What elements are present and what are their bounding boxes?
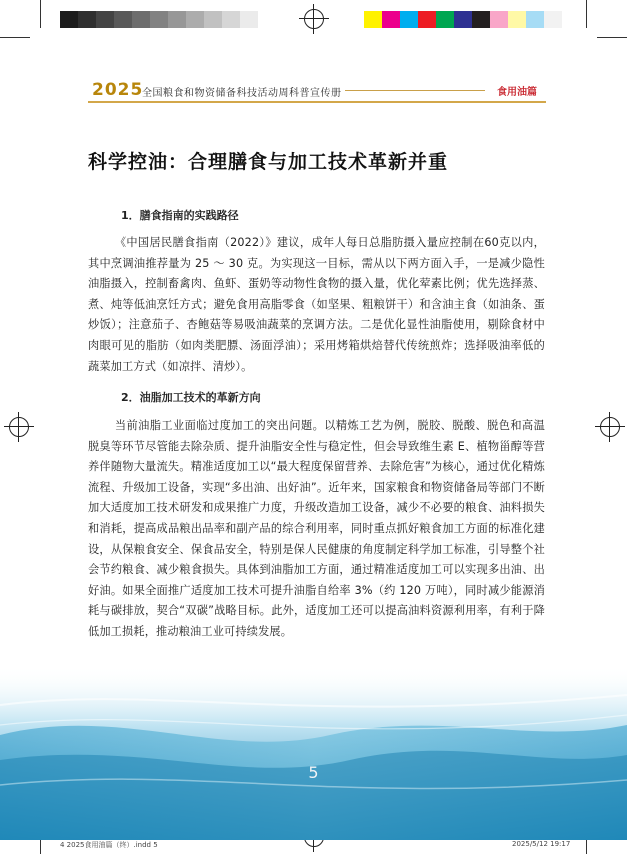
color-swatch xyxy=(168,11,186,28)
color-swatch xyxy=(96,11,114,28)
color-swatch xyxy=(400,11,418,28)
color-swatch xyxy=(60,11,78,28)
color-swatch xyxy=(544,11,562,28)
color-swatch xyxy=(526,11,544,28)
color-swatch xyxy=(78,11,96,28)
color-swatch xyxy=(114,11,132,28)
color-swatch xyxy=(490,11,508,28)
color-swatch xyxy=(132,11,150,28)
section-paragraph-1: 《中国居民膳食指南（2022）》建议，成年人每日总脂肪摄入量应控制在60克以内，其中烹调油推荐量为 25 ～ 30 克。为实现这一目标，需从以下两方面入手，一是减少隐性油脂摄入，控制畜禽肉、鱼虾、蛋奶等动物性食物的摄入量，优化荤素比例；优先选择蒸、煮、炖等低油烹饪方式；避免食用高脂零食（如坚果、粗粮饼干）和含油主食（如油条、蛋炒饭）；注意茄子、杏鲍菇等易吸油蔬菜的烹调方法。二是优化显性油脂使用，剔除食材中肉眼可见的脂肪（如肉类肥膘、汤面浮油）；采用烤箱烘焙替代传统煎炸；选择吸油率低的蔬菜加工方式（如凉拌、清炒）。 xyxy=(88,236,545,373)
color-swatch xyxy=(186,11,204,28)
article-title: 科学控油：合理膳食与加工技术革新并重 xyxy=(88,151,449,173)
color-swatch xyxy=(418,11,436,28)
color-swatch xyxy=(222,11,240,28)
registration-mark-right xyxy=(595,412,625,442)
footer-date-slug: 2025/5/12 19:17 xyxy=(512,840,571,848)
decorative-wave-background xyxy=(0,665,627,840)
color-swatch xyxy=(436,11,454,28)
header-year: 2025 xyxy=(92,80,144,100)
footer-file-slug: 4 2025食用油篇（终）.indd 5 xyxy=(60,841,158,849)
color-swatch xyxy=(240,11,258,28)
page-number: 5 xyxy=(308,763,319,782)
crop-mark xyxy=(597,37,627,38)
crop-mark xyxy=(40,0,41,28)
header-divider xyxy=(345,90,485,91)
color-swatch xyxy=(150,11,168,28)
color-swatch xyxy=(204,11,222,28)
process-color-bar xyxy=(364,11,562,28)
color-swatch xyxy=(364,11,382,28)
section-paragraph-2: 当前油脂工业面临过度加工的突出问题。以精炼工艺为例，脱胶、脱酸、脱色和高温脱臭等环节尽管能去除杂质、提升油脂安全性与稳定性，但会导致维生素 E、植物甾醇等营养伴随物大量流失。精准适度加工以“最大程度保留营养、去除危害”为核心，通过优化精炼流程、升级加工设备，实现“多出油、出好油”。近年来，国家粮食和物资储备局等部门不断加大适度加工技术研发和成果推广力度，升级改造加工设备，减少不必要的粮食、油料损失和消耗，提高成品粮出品率和副产品的综合利用率，同时重点抓好粮食加工方面的标准化建设，从保粮食安全、保食品安全，特别是保人民健康的角度制定科学加工标准，引导整个社会节约粮食、减少粮食损失。具体到油脂加工方面，通过精准适度加工可以实现多出油、出好油。如果全面推广适度加工技术可提升油脂自给率 3%（约 120 万吨），同时减少能源消耗与碳排放，契合“双碳”战略目标。此外，适度加工还可以提高油料资源利用率，有利于降低加工损耗，推动粮油工业可持续发展。 xyxy=(88,419,545,638)
crop-mark xyxy=(586,0,587,28)
registration-mark-left xyxy=(4,412,34,442)
crop-mark xyxy=(0,37,30,38)
header-underline xyxy=(88,101,546,103)
color-swatch xyxy=(454,11,472,28)
color-swatch xyxy=(472,11,490,28)
header-title: 全国粮食和物资储备科技活动周科普宣传册 xyxy=(142,88,342,99)
section-heading-2: 2．油脂加工技术的革新方向 xyxy=(121,391,261,404)
color-swatch xyxy=(382,11,400,28)
header-section-tag: 食用油篇 xyxy=(497,87,537,98)
section-heading-1: 1．膳食指南的实践路径 xyxy=(121,209,239,222)
registration-mark-top xyxy=(299,4,329,34)
color-swatch xyxy=(508,11,526,28)
grayscale-color-bar xyxy=(60,11,258,28)
